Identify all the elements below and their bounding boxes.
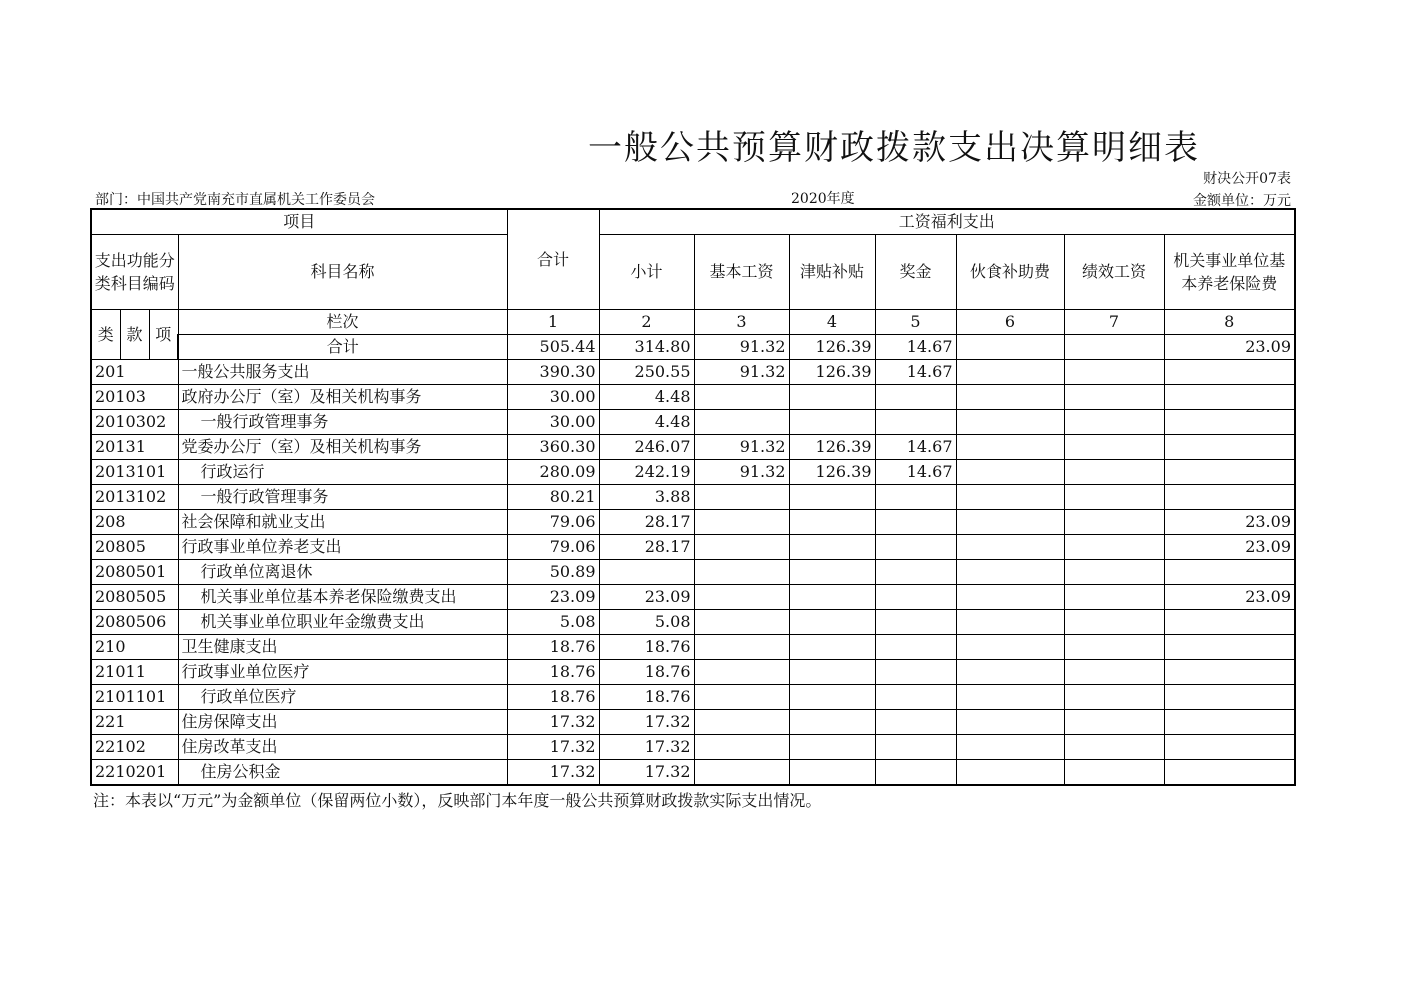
- row-value: [694, 410, 789, 435]
- row-value: 80.21: [507, 485, 599, 510]
- row-value: [1064, 635, 1164, 660]
- header-col-allowance: 津贴补贴: [789, 235, 875, 310]
- column-number-1: 1: [507, 310, 599, 335]
- row-code: 2013101: [91, 460, 178, 485]
- table-row: [91, 685, 1295, 710]
- row-value: [875, 635, 956, 660]
- header-col-pension-insurance: 机关事业单位基本养老保险费: [1164, 235, 1295, 310]
- row-value: [694, 660, 789, 685]
- row-subject-name: 党委办公厅（室）及相关机构事务: [178, 435, 507, 460]
- row-value: [875, 385, 956, 410]
- row-code: 2210201: [91, 760, 178, 786]
- row-value: [789, 485, 875, 510]
- report-title-bar: [0, 120, 1403, 170]
- row-value: 17.32: [599, 760, 694, 786]
- row-value: [956, 685, 1064, 710]
- row-value: 18.76: [507, 685, 599, 710]
- table-row: [91, 385, 1295, 410]
- row-value: [875, 560, 956, 585]
- row-subject-name: 行政运行: [178, 460, 507, 485]
- table-note: 注：本表以“万元”为金额单位（保留两位小数），反映部门本年度一般公共预算财政拨款实际支出情况。: [93, 791, 822, 810]
- table-row: [91, 760, 1295, 786]
- row-code: 2080506: [91, 610, 178, 635]
- row-subject-name: 一般行政管理事务: [178, 485, 507, 510]
- row-value: 17.32: [599, 735, 694, 760]
- report-title: 一般公共预算财政拨款支出决算明细表: [588, 128, 1200, 168]
- row-value: [875, 660, 956, 685]
- row-value: [875, 585, 956, 610]
- row-value: 5.08: [507, 610, 599, 635]
- row-value: [789, 760, 875, 786]
- row-value: [1064, 585, 1164, 610]
- table-row: [91, 735, 1295, 760]
- row-value: [1164, 635, 1295, 660]
- row-value: [1164, 385, 1295, 410]
- row-value: 14.67: [875, 435, 956, 460]
- table-row: [91, 635, 1295, 660]
- row-subject-name: 政府办公厅（室）及相关机构事务: [178, 385, 507, 410]
- row-value: 79.06: [507, 510, 599, 535]
- row-value: 18.76: [507, 660, 599, 685]
- row-value: [1164, 360, 1295, 385]
- row-value: [694, 385, 789, 410]
- row-code: 2080505: [91, 585, 178, 610]
- row-value: [1164, 460, 1295, 485]
- header-kuan: 款: [120, 310, 149, 360]
- column-number-8: 8: [1164, 310, 1295, 335]
- row-value: [789, 535, 875, 560]
- table-row: [91, 460, 1295, 485]
- row-value: [789, 710, 875, 735]
- row-subject-name: 一般行政管理事务: [178, 410, 507, 435]
- row-value: [1164, 610, 1295, 635]
- row-value: [1164, 660, 1295, 685]
- row-value: [1064, 510, 1164, 535]
- row-subject-name: 一般公共服务支出: [178, 360, 507, 385]
- row-value: [1064, 760, 1164, 786]
- total-row-label: 合计: [178, 335, 507, 360]
- row-value: 91.32: [694, 435, 789, 460]
- row-value: [956, 360, 1064, 385]
- row-subject-name: 社会保障和就业支出: [178, 510, 507, 535]
- row-value: [956, 735, 1064, 760]
- row-value: [956, 760, 1064, 786]
- table-row: [91, 485, 1295, 510]
- row-value: 18.76: [599, 635, 694, 660]
- table-row: [91, 410, 1295, 435]
- column-number-7: 7: [1064, 310, 1164, 335]
- row-value: [694, 510, 789, 535]
- expenditure-detail-table: [90, 208, 1296, 786]
- row-value: [789, 560, 875, 585]
- row-value: [956, 560, 1064, 585]
- header-col-meal-subsidy: 伙食补助费: [956, 235, 1064, 310]
- row-value: [694, 635, 789, 660]
- row-value: [694, 485, 789, 510]
- header-row-1: [91, 209, 1295, 235]
- row-subject-name: 住房公积金: [178, 760, 507, 786]
- row-value: 17.32: [507, 710, 599, 735]
- row-subject-name: 行政单位医疗: [178, 685, 507, 710]
- row-value: [956, 635, 1064, 660]
- row-value: [1064, 460, 1164, 485]
- row-value: 91.32: [694, 460, 789, 485]
- row-value: [875, 760, 956, 786]
- header-row-2: [91, 235, 1295, 310]
- department-label: 部门：中国共产党南充市直属机关工作委员会: [95, 192, 375, 208]
- row-code: 20103: [91, 385, 178, 410]
- row-value: [1164, 685, 1295, 710]
- row-value: [875, 710, 956, 735]
- row-value: [789, 610, 875, 635]
- table-row: [91, 660, 1295, 685]
- table-row: [91, 560, 1295, 585]
- row-value: [694, 760, 789, 786]
- row-code: 208: [91, 510, 178, 535]
- row-value: [956, 660, 1064, 685]
- column-number-2: 2: [599, 310, 694, 335]
- row-value: 17.32: [507, 735, 599, 760]
- row-code: 2010302: [91, 410, 178, 435]
- row-value: 28.17: [599, 535, 694, 560]
- row-value: [1064, 410, 1164, 435]
- row-value: 360.30: [507, 435, 599, 460]
- table-row: [91, 510, 1295, 535]
- row-value: 14.67: [875, 460, 956, 485]
- row-value: [694, 735, 789, 760]
- row-value: 3.88: [599, 485, 694, 510]
- table-row: [91, 435, 1295, 460]
- amount-unit: 金额单位：万元: [1193, 193, 1291, 209]
- row-value: 91.32: [694, 360, 789, 385]
- row-value: 246.07: [599, 435, 694, 460]
- row-code: 201: [91, 360, 178, 385]
- row-value: [1164, 735, 1295, 760]
- header-func-code: 支出功能分类科目编码: [91, 235, 178, 310]
- row-value: [956, 485, 1064, 510]
- header-total: 合计: [507, 209, 599, 310]
- table-row: [91, 610, 1295, 635]
- row-code: 2013102: [91, 485, 178, 510]
- header-col-performance-pay: 绩效工资: [1064, 235, 1164, 310]
- row-value: 23.09: [1164, 510, 1295, 535]
- row-value: [956, 510, 1064, 535]
- row-value: [1064, 660, 1164, 685]
- row-value: [789, 685, 875, 710]
- table-row: [91, 360, 1295, 385]
- column-number-6: 6: [956, 310, 1064, 335]
- row-code: 221: [91, 710, 178, 735]
- row-value: 28.17: [599, 510, 694, 535]
- table-row: [91, 710, 1295, 735]
- row-value: [1064, 485, 1164, 510]
- row-value: 23.09: [507, 585, 599, 610]
- row-value: [875, 410, 956, 435]
- column-label: 栏次: [178, 310, 507, 335]
- row-value: [789, 410, 875, 435]
- row-value: [1064, 385, 1164, 410]
- total-value: 23.09: [1164, 335, 1295, 360]
- row-value: 18.76: [599, 660, 694, 685]
- row-value: [1064, 610, 1164, 635]
- row-value: 18.76: [599, 685, 694, 710]
- row-value: 390.30: [507, 360, 599, 385]
- row-value: [1164, 485, 1295, 510]
- row-code: 22102: [91, 735, 178, 760]
- row-value: [1164, 560, 1295, 585]
- row-value: 17.32: [599, 710, 694, 735]
- row-value: [1064, 735, 1164, 760]
- row-value: 280.09: [507, 460, 599, 485]
- row-value: 4.48: [599, 385, 694, 410]
- row-value: [1164, 710, 1295, 735]
- row-subject-name: 住房改革支出: [178, 735, 507, 760]
- row-value: [1064, 435, 1164, 460]
- row-value: 4.48: [599, 410, 694, 435]
- row-value: [875, 485, 956, 510]
- row-value: [1064, 685, 1164, 710]
- row-value: [694, 710, 789, 735]
- table-row: [91, 535, 1295, 560]
- row-value: [875, 735, 956, 760]
- row-value: 30.00: [507, 410, 599, 435]
- header-project: 项目: [91, 209, 507, 235]
- row-value: [1064, 560, 1164, 585]
- total-value: 505.44: [507, 335, 599, 360]
- header-wage-welfare: 工资福利支出: [599, 209, 1295, 235]
- row-value: [956, 460, 1064, 485]
- row-subject-name: 行政事业单位医疗: [178, 660, 507, 685]
- row-value: 17.32: [507, 760, 599, 786]
- row-value: [789, 635, 875, 660]
- row-value: [789, 385, 875, 410]
- column-number-3: 3: [694, 310, 789, 335]
- row-value: [1064, 360, 1164, 385]
- table-row: [91, 585, 1295, 610]
- row-value: 126.39: [789, 360, 875, 385]
- row-value: 79.06: [507, 535, 599, 560]
- row-value: 23.09: [1164, 585, 1295, 610]
- row-value: [789, 510, 875, 535]
- row-value: 14.67: [875, 360, 956, 385]
- row-value: 126.39: [789, 435, 875, 460]
- row-value: 18.76: [507, 635, 599, 660]
- report-year: 2020年度: [791, 191, 855, 207]
- row-subject-name: 行政单位离退休: [178, 560, 507, 585]
- row-value: [956, 535, 1064, 560]
- row-subject-name: 行政事业单位养老支出: [178, 535, 507, 560]
- total-row: [91, 335, 1295, 360]
- row-value: 242.19: [599, 460, 694, 485]
- row-value: 23.09: [1164, 535, 1295, 560]
- total-value: [956, 335, 1064, 360]
- row-value: 5.08: [599, 610, 694, 635]
- row-value: [956, 610, 1064, 635]
- row-value: 23.09: [599, 585, 694, 610]
- row-subject-name: 机关事业单位基本养老保险缴费支出: [178, 585, 507, 610]
- row-value: [956, 385, 1064, 410]
- form-code: 财决公开07表: [1203, 171, 1291, 187]
- row-value: [694, 535, 789, 560]
- total-value: 126.39: [789, 335, 875, 360]
- row-value: 50.89: [507, 560, 599, 585]
- row-value: [1064, 535, 1164, 560]
- row-value: 30.00: [507, 385, 599, 410]
- row-code: 2101101: [91, 685, 178, 710]
- header-lei: 类: [91, 310, 120, 360]
- row-subject-name: 住房保障支出: [178, 710, 507, 735]
- row-value: [789, 585, 875, 610]
- row-code: 210: [91, 635, 178, 660]
- row-code: 20131: [91, 435, 178, 460]
- row-value: [789, 660, 875, 685]
- row-code: 21011: [91, 660, 178, 685]
- row-value: [875, 535, 956, 560]
- header-xiang: 项: [149, 310, 178, 360]
- total-value: 91.32: [694, 335, 789, 360]
- row-subject-name: 机关事业单位职业年金缴费支出: [178, 610, 507, 635]
- row-value: [789, 735, 875, 760]
- row-value: [956, 710, 1064, 735]
- row-value: [1164, 760, 1295, 786]
- row-value: [956, 435, 1064, 460]
- row-subject-name: 卫生健康支出: [178, 635, 507, 660]
- total-value: [1064, 335, 1164, 360]
- row-value: [1164, 410, 1295, 435]
- row-value: 126.39: [789, 460, 875, 485]
- total-value: 314.80: [599, 335, 694, 360]
- row-code: 20805: [91, 535, 178, 560]
- row-value: [875, 510, 956, 535]
- row-value: [875, 610, 956, 635]
- column-number-5: 5: [875, 310, 956, 335]
- row-value: [1064, 710, 1164, 735]
- row-code: 2080501: [91, 560, 178, 585]
- header-col-basic-wage: 基本工资: [694, 235, 789, 310]
- header-col-bonus: 奖金: [875, 235, 956, 310]
- header-subject-name: 科目名称: [178, 235, 507, 310]
- row-value: [694, 560, 789, 585]
- row-value: [1164, 435, 1295, 460]
- total-value: 14.67: [875, 335, 956, 360]
- row-value: [694, 610, 789, 635]
- column-number-4: 4: [789, 310, 875, 335]
- row-value: [956, 410, 1064, 435]
- row-value: [956, 585, 1064, 610]
- column-number-row: [91, 310, 1295, 335]
- row-value: [694, 685, 789, 710]
- row-value: [599, 560, 694, 585]
- header-col-subtotal: 小计: [599, 235, 694, 310]
- row-value: [694, 585, 789, 610]
- row-value: [875, 685, 956, 710]
- row-value: 250.55: [599, 360, 694, 385]
